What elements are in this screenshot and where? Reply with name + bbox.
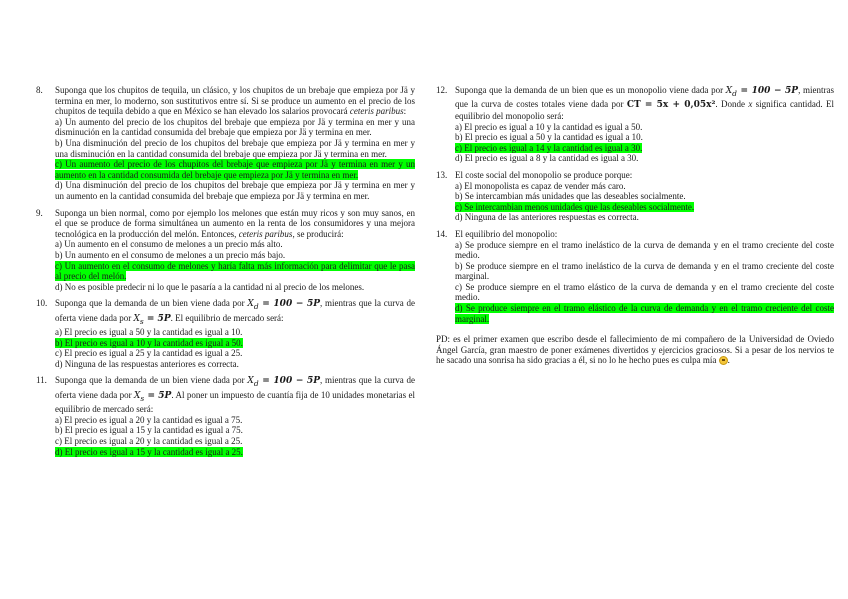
option-c-highlighted: c) Se intercambian menos unidades que las deseables socialmente. bbox=[455, 201, 695, 212]
option-d: d) El precio es igual a 8 y la cantidad es igual a 30. bbox=[455, 153, 639, 164]
right-column bbox=[436, 85, 834, 366]
question-stem: Suponga un bien normal, como por ejemplo los melones que están muy ricos y son muy sanos, en el que se produce de forma simultánea un aumento en la renta de los consumidores y una mejora tecnológica en la producción del melón. Entonces, ceteris paribus, se producirá: bbox=[55, 207, 415, 239]
question-13 bbox=[436, 170, 834, 223]
option-b: b) Una disminución del precio de los chupitos del brebaje que empieza por Jä y termina en mer y una disminución en la cantidad consumida del brebaje que empieza por Jä y termina en mer. bbox=[55, 137, 415, 159]
option-c: c) El precio es igual a 25 y la cantidad es igual a 25. bbox=[55, 348, 243, 359]
option-c-highlighted: c) Un aumento en el consumo de melones y haría falta más información para delimitar que le pasa al precio del melón. bbox=[55, 260, 415, 282]
option-d: d) Una disminución del precio de los chupitos del brebaje que empieza por Jä y termina en mer y un aumento en la cantidad consumida del brebaje que empieza por Jä y termina en mer. bbox=[55, 180, 415, 201]
question-12 bbox=[436, 85, 834, 164]
variable-x: x bbox=[748, 99, 753, 110]
question-stem: El coste social del monopolio se produce porque: bbox=[455, 169, 633, 180]
question-stem: Suponga que la demanda de un bien viene dada por $X_d = 100 - 5P$, mientras que la curva de oferta viene dada por $X_s = 5P$. Al poner un impuesto de cuantía fija de 10 unidades monetarias el equilibrio de mercado será: bbox=[55, 375, 415, 415]
question-number: 9. bbox=[36, 207, 43, 218]
question-number: 12. bbox=[436, 85, 448, 95]
option-b: b) El precio es igual a 15 y la cantidad es igual a 75. bbox=[55, 425, 243, 436]
question-number: 13. bbox=[436, 169, 448, 180]
supply-equation: $X_s = 5P$ bbox=[133, 313, 171, 326]
option-a: a) El monopolista es capaz de vender más caro. bbox=[455, 180, 626, 191]
question-14 bbox=[436, 229, 834, 324]
option-a: a) El precio es igual a 20 y la cantidad es igual a 75. bbox=[55, 414, 243, 425]
option-b-highlighted: b) El precio es igual a 10 y la cantidad es igual a 50. bbox=[55, 337, 243, 348]
question-11 bbox=[36, 375, 415, 457]
option-a: a) Un aumento en el consumo de melones a un precio más alto. bbox=[55, 239, 283, 250]
option-d: d) No es posible predecir ni lo que le pasaría a la cantidad ni al precio de los melones. bbox=[55, 281, 365, 292]
option-d-highlighted: d) El precio es igual a 15 y la cantidad es igual a 25. bbox=[55, 446, 243, 457]
note-text: PD: es el primer examen que escribo desde el fallecimiento de mi compañero de la Universidad de Oviedo Ángel García, gran maestro de poner exámenes divertidos y ejercicios graciosos. Si a pesar de los nervios te he sacado una sonrisa ha sido gracias a él, si no lo he hecho pues es culpa mía bbox=[436, 334, 834, 366]
option-c: c) El precio es igual a 20 y la cantidad es igual a 25. bbox=[55, 436, 243, 446]
option-d: d) Ninguna de las respuestas anteriores es correcta. bbox=[55, 358, 239, 369]
option-a: a) El precio es igual a 50 y la cantidad es igual a 10. bbox=[55, 327, 243, 338]
option-b: b) Un aumento en el consumo de melones a un precio más bajo. bbox=[55, 249, 286, 260]
demand-equation: $X_d = 100 - 5P$ bbox=[247, 299, 321, 312]
question-stem: Suponga que los chupitos de tequila, un clásico, y los chupitos de un brebaje que empieza por Jä y termina en mer, lo moderno, son sustitutivos entre sí. Si se produce un aumento en el precio de los chupitos de tequila debido a que en México se han elevado los salarios provocará ceteris paribus: bbox=[55, 85, 415, 117]
question-9 bbox=[36, 208, 415, 293]
option-a: a) Un aumento del precio de los chupitos del brebaje que empieza por Jä y termina en mer y una disminución en la cantidad consumida del brebaje que empieza por Jä y termina en mer. bbox=[55, 116, 415, 138]
question-stem: Suponga que la demanda de un bien que es un monopolio viene dada por $X_d = 100 - 5P$, mientras que la curva de costes totales viene dada por CT = 5x + 0,05x². Donde x significa cantidad. El equilibrio del monopolio será: bbox=[455, 85, 834, 121]
option-b: b) Se intercambian más unidades que las deseables socialmente. bbox=[455, 191, 686, 202]
closing-note: PD: es el primer examen que escribo desde el fallecimiento de mi compañero de la Universidad de Oviedo Ángel García, gran maestro de poner exámenes divertidos y ejercicios graciosos. Si a pesar de los nervios te he sacado una sonrisa ha sido gracias a él, si no lo he hecho pues es culpa mía . bbox=[436, 334, 834, 366]
question-number: 14. bbox=[436, 228, 448, 239]
question-number: 11. bbox=[36, 375, 47, 386]
option-c: c) Se produce siempre en el tramo elástico de la curva de demanda y en el tramo creciente del coste medio. bbox=[455, 281, 834, 303]
option-d: d) Ninguna de las anteriores respuestas es correcta. bbox=[455, 212, 639, 223]
left-column bbox=[36, 85, 415, 463]
option-b: b) El precio es igual a 50 y la cantidad es igual a 10. bbox=[455, 132, 643, 143]
question-number: 10. bbox=[36, 298, 48, 309]
option-c-highlighted: c) El precio es igual a 14 y la cantidad es igual a 30. bbox=[455, 142, 643, 153]
cost-equation: CT = 5x + 0,05x² bbox=[626, 100, 716, 111]
demand-equation: $X_d = 100 - 5P$ bbox=[725, 86, 799, 98]
question-8 bbox=[36, 85, 415, 202]
supply-equation: $X_s = 5P$ bbox=[133, 390, 172, 403]
question-number: 8. bbox=[36, 85, 43, 95]
option-b: b) Se produce siempre en el tramo inelástico de la curva de demanda y en el tramo creciente del coste marginal. bbox=[455, 260, 834, 282]
option-a: a) El precio es igual a 10 y la cantidad es igual a 50. bbox=[455, 121, 643, 132]
option-c-highlighted: c) Un aumento del precio de los chupitos del brebaje que empieza por Jä y termina en mer y un aumento en la cantidad consumida del brebaje que empieza por Jä y termina en mer. bbox=[55, 159, 415, 180]
question-stem: El equilibrio del monopolio: bbox=[455, 228, 558, 239]
question-10 bbox=[36, 298, 415, 369]
demand-equation: $X_d = 100 - 5P$ bbox=[247, 376, 321, 389]
option-d-highlighted: d) Se produce siempre en el tramo elástico de la curva de demanda y en el tramo creciente del coste marginal. bbox=[455, 303, 834, 324]
option-a: a) Se produce siempre en el tramo inelástico de la curva de demanda y en el tramo creciente del coste medio. bbox=[455, 239, 834, 261]
smiley-face-icon bbox=[719, 356, 728, 365]
question-stem: Suponga que la demanda de un bien viene dada por $X_d = 100 - 5P$, mientras que la curva de oferta viene dada por $X_s = 5P$. El equilibrio de mercado será: bbox=[55, 298, 415, 326]
